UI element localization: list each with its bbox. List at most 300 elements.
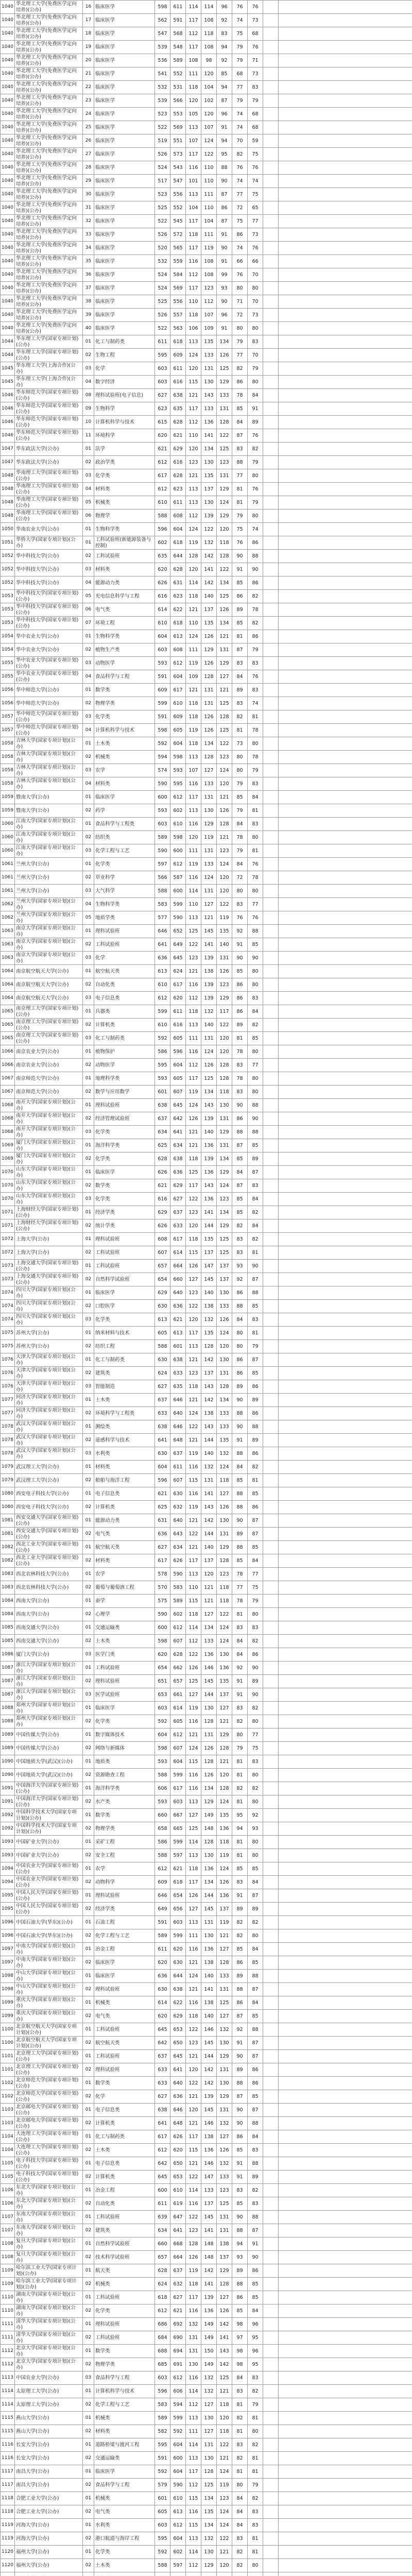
rank-cell [279,2519,412,2532]
biology-score-cell [263,1045,279,1059]
rank-cell [279,938,412,952]
chemistry-score-cell: 82 [248,590,263,603]
major-name-cell: 农学 [94,1568,155,1581]
major-name-cell: 化学类 [94,2546,155,2559]
math-score-cell: 142 [201,2077,217,2090]
biology-score-cell [263,697,279,710]
english-score-cell: 123 [217,978,232,992]
min-score-cell: 605 [170,1072,186,1086]
biology-score-cell [263,1139,279,1153]
major-name-cell: 能源动力类 [94,1514,155,1528]
physics-score-cell: 78 [232,831,248,844]
school-name-cell: 吉林大学(国家专项计划)(公办) [15,751,83,764]
math-score-cell: 146 [201,2117,217,2130]
chinese-score-cell: 113 [186,1916,201,1929]
math-score-cell: 142 [201,2063,217,2077]
chemistry-score-cell: 80 [248,1608,263,1621]
math-score-cell: 148 [201,2251,217,2264]
physics-score-cell: 81 [232,1836,248,1849]
major-name-cell: 工科试验班 [94,2211,155,2224]
school-code-cell: 1095 [1,1903,15,1916]
chinese-score-cell: 116 [186,777,201,791]
table-row [1,1447,412,1461]
max-score-cell: 624 [155,1367,170,1380]
table-row [1,1246,412,1260]
min-score-cell: 644 [170,1970,186,1983]
rank-cell [279,161,412,175]
biology-score-cell [263,1916,279,1929]
school-name-cell: 复旦大学(国家专项计划)(公办) [15,2251,83,2264]
physics-score-cell: 81 [232,2398,248,2412]
school-name-cell: 北京邮电大学(国家专项计划)(公办) [15,2104,83,2117]
chinese-score-cell: 113 [186,2412,201,2425]
rank-cell [279,2412,412,2425]
biology-score-cell [263,121,279,134]
math-score-cell: 144 [201,1889,217,1903]
major-name-cell: 电子信息类 [94,992,155,1005]
table-row [1,2251,412,2264]
min-score-cell: 604 [170,670,186,684]
biology-score-cell [263,134,279,148]
school-name-cell: 长安大学(公办) [15,2438,83,2452]
chinese-score-cell: 118 [186,2278,201,2291]
rank-cell [279,1206,412,1219]
chinese-score-cell: 117 [186,215,201,228]
max-score-cell: 582 [155,2425,170,2438]
table-row [1,242,412,255]
english-score-cell: 90 [217,242,232,255]
table-row [1,2345,412,2358]
major-name-cell: 工科试验班 [94,2050,155,2063]
major-name-cell: 临床医学 [94,188,155,201]
biology-score-cell [263,510,279,523]
math-score-cell: 142 [201,1514,217,1528]
table-row [1,1153,412,1166]
english-score-cell: 128 [217,1782,232,1795]
biology-score-cell [263,1153,279,1166]
biology-score-cell [263,1501,279,1514]
major-code-cell: 23 [83,94,94,108]
math-score-cell: 144 [201,1219,217,1233]
school-code-cell: 1040 [1,1,15,14]
physics-score-cell: 81 [232,1769,248,1782]
chinese-score-cell: 116 [186,818,201,831]
english-score-cell: 122 [217,737,232,751]
min-score-cell: 626 [170,2130,186,2144]
school-code-cell: 1067 [1,1086,15,1099]
math-score-cell: 126 [201,710,217,724]
school-code-cell: 1104 [1,2144,15,2157]
english-score-cell: 124 [217,764,232,777]
physics-score-cell: 90 [232,2117,248,2130]
max-score-cell: 630 [155,1447,170,1461]
math-score-cell: 147 [201,2171,217,2184]
chemistry-score-cell: 83 [248,2144,263,2157]
min-score-cell: 607 [170,1635,186,1648]
rank-cell [279,2130,412,2144]
min-score-cell: 654 [170,1889,186,1903]
chinese-score-cell: 127 [186,1903,201,1916]
math-score-cell: 139 [201,2090,217,2104]
biology-score-cell [263,1568,279,1581]
table-row [1,871,412,885]
table-row [1,2425,412,2438]
major-code-cell: 35 [83,255,94,268]
math-score-cell: 125 [201,1072,217,1086]
school-name-cell: 同济大学(国家专项计划)(公办) [15,1394,83,1407]
school-name-cell: 华北理工大学(免费医学定向培养)(公办) [15,54,83,67]
rank-cell [279,496,412,510]
rank-cell [279,2278,412,2291]
major-name-cell: 药学 [94,804,155,818]
max-score-cell: 630 [155,1353,170,1367]
math-score-cell: 126 [201,1059,217,1072]
chemistry-score-cell: 83 [248,2371,263,2385]
biology-score-cell [263,1782,279,1795]
physics-score-cell: 75 [232,523,248,536]
school-name-cell: 华北理工大学(免费医学定向培养)(公办) [15,201,83,215]
chinese-score-cell: 117 [186,1072,201,1086]
major-name-cell: 航空航天类 [94,965,155,978]
physics-score-cell: 83 [232,1086,248,1099]
english-score-cell: 134 [217,1153,232,1166]
major-code-cell: 01 [83,1327,94,1340]
major-code-cell: 02 [83,1434,94,1447]
table-row [1,1554,412,1568]
major-code-cell: 02 [83,643,94,657]
major-code-cell: 01 [83,1943,94,1956]
biology-score-cell [263,335,279,349]
english-score-cell: 120 [217,523,232,536]
chinese-score-cell: 121 [186,1983,201,1996]
math-score-cell: 142 [201,1353,217,1367]
major-name-cell: 理科试验班 [94,2318,155,2331]
chinese-score-cell: 125 [186,1822,201,1836]
chinese-score-cell: 123 [186,2037,201,2050]
chinese-score-cell: 121 [186,684,201,697]
table-row [1,2090,412,2104]
major-name-cell: 机械类 [94,2278,155,2291]
max-score-cell: 591 [155,2452,170,2465]
school-code-cell: 1066 [1,1045,15,1059]
english-score-cell: 129 [217,1728,232,1742]
biology-score-cell [263,2278,279,2291]
major-name-cell: 化工与制药类 [94,2130,155,2144]
table-row [1,362,412,376]
math-score-cell: 130 [201,1702,217,1715]
physics-score-cell: 74 [232,108,248,121]
school-code-cell: 1058 [1,737,15,751]
math-score-cell: 121 [201,911,217,925]
chemistry-score-cell: 85 [248,2291,263,2304]
rank-cell [279,925,412,938]
chemistry-score-cell: 88 [248,1970,263,1983]
school-name-cell: 武汉理工大学(公办) [15,1474,83,1487]
school-code-cell: 1082 [1,1541,15,1554]
chemistry-score-cell: 86 [248,2063,263,2077]
max-score-cell: 685 [155,2358,170,2371]
min-score-cell: 636 [170,2090,186,2104]
english-score-cell: 137 [217,1688,232,1702]
english-score-cell: 137 [217,1273,232,1286]
physics-score-cell: 85 [232,1193,248,1206]
school-code-cell: 1091 [1,1795,15,1809]
biology-score-cell [263,2171,279,2184]
physics-score-cell: 79 [232,54,248,67]
school-name-cell: 山东大学(国家专项计划)(公办) [15,1166,83,1179]
table-row [1,2559,412,2572]
biology-score-cell [263,657,279,670]
school-name-cell: 复旦大学(国家专项计划)(公办) [15,2238,83,2251]
table-row [1,764,412,777]
english-score-cell: 137 [217,2251,232,2264]
major-code-cell: 02 [83,2452,94,2465]
school-code-cell: 1059 [1,791,15,804]
school-name-cell: 郑州大学(国家专项计划)(公办) [15,1715,83,1728]
min-score-cell: 624 [170,965,186,978]
school-code-cell: 1061 [1,858,15,871]
math-score-cell: 131 [201,697,217,710]
max-score-cell: 610 [155,978,170,992]
rank-cell [279,429,412,443]
school-name-cell: 南开大学(国家专项计划)(公办) [15,1112,83,1126]
rank-cell [279,1595,412,1608]
chemistry-score-cell: 82 [248,2184,263,2197]
rank-cell [279,2358,412,2371]
table-row [1,1032,412,1045]
school-name-cell: 华东师范大学(国家专项计划)(公办) [15,429,83,443]
major-name-cell: 纺织类 [94,831,155,844]
max-score-cell: 628 [155,2264,170,2278]
table-row [1,603,412,617]
rank-cell [279,1702,412,1715]
school-code-cell: 1094 [1,1862,15,1876]
table-row [1,2505,412,2519]
school-code-cell: 1085 [1,1635,15,1648]
math-score-cell: 110 [201,201,217,215]
chemistry-score-cell: 81 [248,710,263,724]
english-score-cell: 124 [217,1635,232,1648]
table-row [1,925,412,938]
major-code-cell: 03 [83,1313,94,1327]
school-name-cell: 华南理工大学(国家专项计划)(公办) [15,510,83,523]
school-code-cell: 1074 [1,1313,15,1327]
math-score-cell: 143 [201,1380,217,1394]
school-code-cell: 1040 [1,309,15,322]
major-code-cell: 27 [83,148,94,161]
chemistry-score-cell: 80 [248,1769,263,1782]
table-row [1,1996,412,2010]
english-score-cell: 128 [217,416,232,429]
major-name-cell: 化学类 [94,1153,155,1166]
max-score-cell: 636 [155,1528,170,1541]
biology-score-cell [263,2412,279,2425]
chemistry-score-cell: 71 [248,54,263,67]
major-code-cell: 02 [83,2331,94,2345]
table-row [1,952,412,965]
math-score-cell: 137 [201,483,217,496]
chemistry-score-cell: 84 [248,1554,263,1568]
min-score-cell: 694 [170,2345,186,2358]
major-name-cell: 地理科学类 [94,1072,155,1086]
max-score-cell: 646 [155,925,170,938]
major-name-cell: 物理学类 [94,697,155,710]
physics-score-cell: 79 [232,777,248,791]
english-score-cell: 129 [217,2050,232,2063]
math-score-cell: 108 [201,14,217,27]
max-score-cell: 592 [155,2546,170,2559]
min-score-cell: 649 [170,938,186,952]
school-name-cell: 西安交通大学(国家专项计划)(公办) [15,1528,83,1541]
min-score-cell: 617 [170,684,186,697]
rank-cell [279,1983,412,1996]
physics-score-cell: 85 [232,1862,248,1876]
max-score-cell: 613 [155,1313,170,1327]
school-code-cell: 1046 [1,389,15,402]
school-name-cell: 南京航空航天大学(公办) [15,965,83,978]
table-row [1,911,412,925]
major-code-cell: 01 [83,2546,94,2559]
min-score-cell: 604 [170,2532,186,2546]
english-score-cell: 124 [217,1795,232,1809]
physics-score-cell: 83 [232,443,248,456]
english-score-cell: 85 [217,67,232,81]
school-code-cell: 1055 [1,657,15,670]
major-name-cell: 化学类 [94,2304,155,2318]
math-score-cell: 143 [201,1179,217,1193]
table-row [1,108,412,121]
max-score-cell: 539 [155,41,170,54]
chinese-score-cell: 112 [186,2479,201,2492]
min-score-cell: 604 [170,2438,186,2452]
physics-score-cell: 90 [232,1099,248,1112]
school-code-cell: 1113 [1,2371,15,2385]
max-score-cell: 596 [155,523,170,536]
english-score-cell: 129 [217,1541,232,1554]
english-score-cell: 135 [217,1675,232,1688]
school-name-cell: 兰州大学(公办) [15,858,83,871]
math-score-cell: 130 [201,456,217,469]
chinese-score-cell: 110 [186,898,201,911]
chinese-score-cell: 113 [186,751,201,764]
school-code-cell: 1055 [1,670,15,684]
max-score-cell: 638 [155,2104,170,2117]
min-score-cell: 617 [170,978,186,992]
max-score-cell: 593 [155,804,170,818]
english-score-cell: 91 [217,322,232,335]
chinese-score-cell: 125 [186,1675,201,1688]
major-code-cell: 16 [83,1,94,14]
major-code-cell: 01 [83,2238,94,2251]
physics-score-cell: 80 [232,751,248,764]
rank-cell [279,684,412,697]
school-code-cell: 1040 [1,148,15,161]
min-score-cell: 626 [170,1554,186,1568]
major-name-cell: 临床医学 [94,148,155,161]
major-name-cell: 技术科学试验班 [94,2251,155,2264]
major-code-cell: 02 [83,1956,94,1970]
physics-score-cell: 88 [232,456,248,469]
english-score-cell: 94 [217,81,232,94]
school-name-cell: 北京大学(国家专项计划)(公办) [15,2358,83,2371]
major-name-cell: 自然科学试验班 [94,2238,155,2251]
rank-cell [279,1380,412,1394]
major-code-cell: 02 [83,1179,94,1193]
math-score-cell: 139 [201,992,217,1005]
chinese-score-cell: 116 [186,1461,201,1474]
school-code-cell: 1083 [1,1568,15,1581]
rank-cell [279,134,412,148]
school-code-cell: 1052 [1,563,15,577]
major-name-cell: 海洋科学类 [94,1782,155,1795]
major-name-cell: 水利类 [94,1447,155,1461]
chinese-score-cell: 116 [186,161,201,175]
max-score-cell: 660 [155,2238,170,2251]
chemistry-score-cell: 84 [248,1876,263,1889]
math-score-cell: 128 [201,1836,217,1849]
chinese-score-cell: 121 [186,1126,201,1139]
max-score-cell: 526 [155,148,170,161]
physics-score-cell: 94 [232,2238,248,2251]
math-score-cell: 133 [201,777,217,791]
min-score-cell: 638 [170,1153,186,1166]
table-row [1,2264,412,2278]
math-score-cell: 130 [201,1929,217,1943]
english-score-cell: 94 [217,41,232,54]
math-score-cell: 142 [201,1394,217,1407]
school-name-cell: 兰州大学(国家专项计划)(公办) [15,898,83,911]
biology-score-cell [263,1715,279,1728]
chemistry-score-cell: 83 [248,2197,263,2211]
school-code-cell: 1089 [1,1742,15,1755]
major-name-cell: 建筑类 [94,1367,155,1380]
physics-score-cell: 77 [232,1581,248,1595]
school-code-cell: 1068 [1,1126,15,1139]
chemistry-score-cell: 90 [248,952,263,965]
chinese-score-cell: 111 [186,844,201,858]
chinese-score-cell: 121 [186,1434,201,1447]
major-code-cell: 05 [83,496,94,510]
school-name-cell: 中山大学(国家专项计划)(公办) [15,1970,83,1983]
max-score-cell: 597 [155,858,170,871]
math-score-cell: 120 [201,1568,217,1581]
rank-cell [279,1903,412,1916]
biology-score-cell [263,590,279,603]
chinese-score-cell: 111 [186,1032,201,1045]
major-code-cell: 02 [83,1742,94,1755]
school-name-cell: 南昌大学(公办) [15,2479,83,2492]
physics-score-cell: 83 [232,1246,248,1260]
chemistry-score-cell: 83 [248,335,263,349]
physics-score-cell: 82 [232,710,248,724]
chemistry-score-cell: 86 [248,2077,263,2090]
max-score-cell: 612 [155,456,170,469]
english-score-cell: 121 [217,1755,232,1769]
major-name-cell: 数学类 [94,2345,155,2358]
table-row [1,1019,412,1032]
physics-score-cell: 75 [232,27,248,41]
chinese-score-cell: 120 [186,1313,201,1327]
max-score-cell: 596 [155,1474,170,1487]
physics-score-cell: 89 [232,1019,248,1032]
school-code-cell: 1076 [1,1367,15,1380]
school-code-cell: 1075 [1,1340,15,1353]
table-row [1,14,412,27]
major-name-cell: 食品科学与工程 [94,670,155,684]
english-score-cell: 124 [217,1621,232,1635]
rank-cell [279,523,412,536]
chemistry-score-cell: 89 [248,1153,263,1166]
